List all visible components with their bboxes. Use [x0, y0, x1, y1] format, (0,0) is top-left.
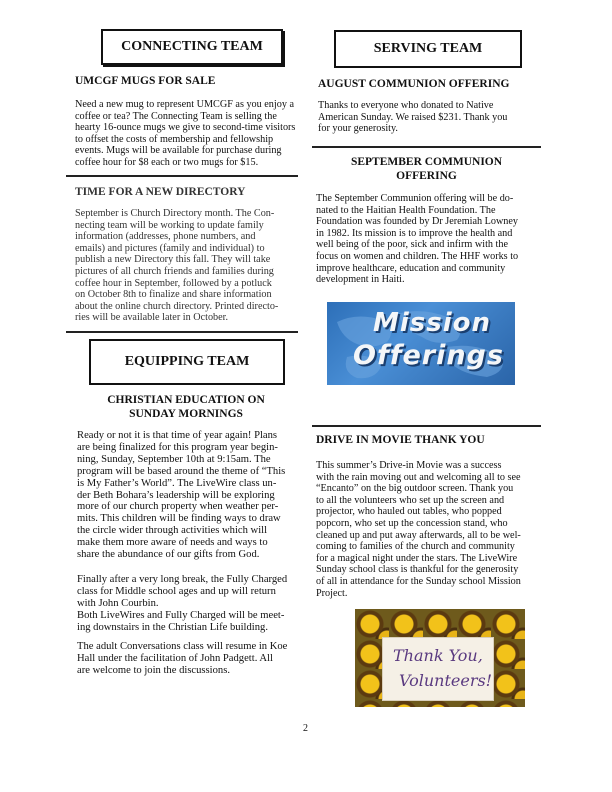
september-heading-line2: OFFERING — [396, 170, 457, 182]
christian-ed-heading-line1: CHRISTIAN EDUCATION ON — [107, 394, 265, 406]
christian-ed-para1: Ready or not it is that time of year again! Plans are being finalized for this program year begin- ning, Sunday, September 10th at 9:15am. The program will be based around the theme of “This is My Father’s World”. The LiveWire class un- der Beth Bohara’s leadership will be exploring more of our church property when weather per- mits. This children will be finding ways to draw the circle wider through activities which will make them more aware of needs and ways to share the abundance of our gifts from God. — [77, 430, 286, 561]
christian-ed-heading — [75, 393, 297, 421]
mugs-body: Need a new mug to represent UMCGF as you enjoy a coffee or tea? The Connecting Team is selling the hearty 16-ounce mugs we give to second-time visitors to offset the costs of membership and fellowship events. Mugs will be available for purchase during coffee hour for $8 each or two mugs for $15. — [75, 99, 296, 168]
connecting-team-box — [101, 29, 283, 65]
august-heading: AUGUST COMMUNION OFFERING — [318, 78, 510, 90]
directory-heading: TIME FOR A NEW DIRECTORY — [75, 186, 246, 198]
drive-in-heading: DRIVE IN MOVIE THANK YOU — [316, 434, 485, 446]
mugs-heading: UMCGF MUGS FOR SALE — [75, 75, 216, 87]
equipping-team-title: EQUIPPING TEAM — [124, 354, 250, 369]
thank-you-volunteers-image — [355, 609, 525, 707]
august-body: Thanks to everyone who donated to Native American Sunday. We raised $231. Thank you for your generosity. — [318, 100, 508, 135]
equipping-team-box — [89, 339, 285, 385]
christian-ed-para2: Finally after a very long break, the Fully Charged class for Middle school ages and up will return with John Courbin. Both LiveWires and Fully Charged will be meet- ing downstairs in the Christian Life building. — [77, 574, 288, 633]
serving-team-box — [334, 30, 522, 68]
serving-team-title: SERVING TEAM — [373, 41, 483, 56]
directory-body: September is Church Directory month. The Con- necting team will be working to update family information (addresses, phone numbers, and emails) and pictures (family and individual) to publish a new Directory this fall. They will take pictures of all church friends and families during coffee hour in September, followed by a potluck on October 8th to finalize and share information about the online church directory. Printed directo- ries will be available later in October. — [75, 208, 279, 324]
divider — [66, 331, 298, 333]
christian-ed-heading-line2: SUNDAY MORNINGS — [129, 408, 243, 420]
september-body: The September Communion offering will be do- nated to the Haitian Health Foundation. The Foundation was founded by Dr Jeremiah Lowney in 1982. Its mission is to improve the health and well being of the poor, sick and infirm with the focus on women and children. The HHF works to improve healthcare, education and community development in Haiti. — [316, 193, 519, 286]
divider — [312, 146, 541, 148]
thank-you-line1: Thank You, — [393, 646, 483, 665]
thank-you-line2: Volunteers! — [399, 671, 493, 690]
connecting-team-title: CONNECTING TEAM — [121, 39, 263, 54]
divider — [66, 175, 298, 177]
christian-ed-para3: The adult Conversations class will resume in Koe Hall under the facilitation of John Padgett. All are welcome to join the discussions. — [77, 641, 288, 676]
mission-line2: Offerings — [353, 340, 504, 371]
drive-in-body: This summer’s Drive-in Movie was a success with the rain moving out and welcoming all to see “Encanto” on the big outdoor screen. Thank you to all the volunteers who set up the screen and projector, who hauled out tables, who popped popcorn, who set up the concession stand, who cleaned up and put away afterwards, all to be wel- coming to families of the church and community for a magical night under the stars. The LiveWire Sunday school class is thankful for the generosity of all in attendance for the Sunday school Mission Project. — [316, 460, 521, 599]
mission-line1: Mission — [373, 308, 492, 338]
divider — [312, 425, 541, 427]
page-number: 2 — [303, 723, 308, 734]
mission-offerings-image — [327, 302, 515, 385]
september-heading — [312, 155, 541, 183]
september-heading-line1: SEPTEMBER COMMUNION — [350, 156, 503, 168]
